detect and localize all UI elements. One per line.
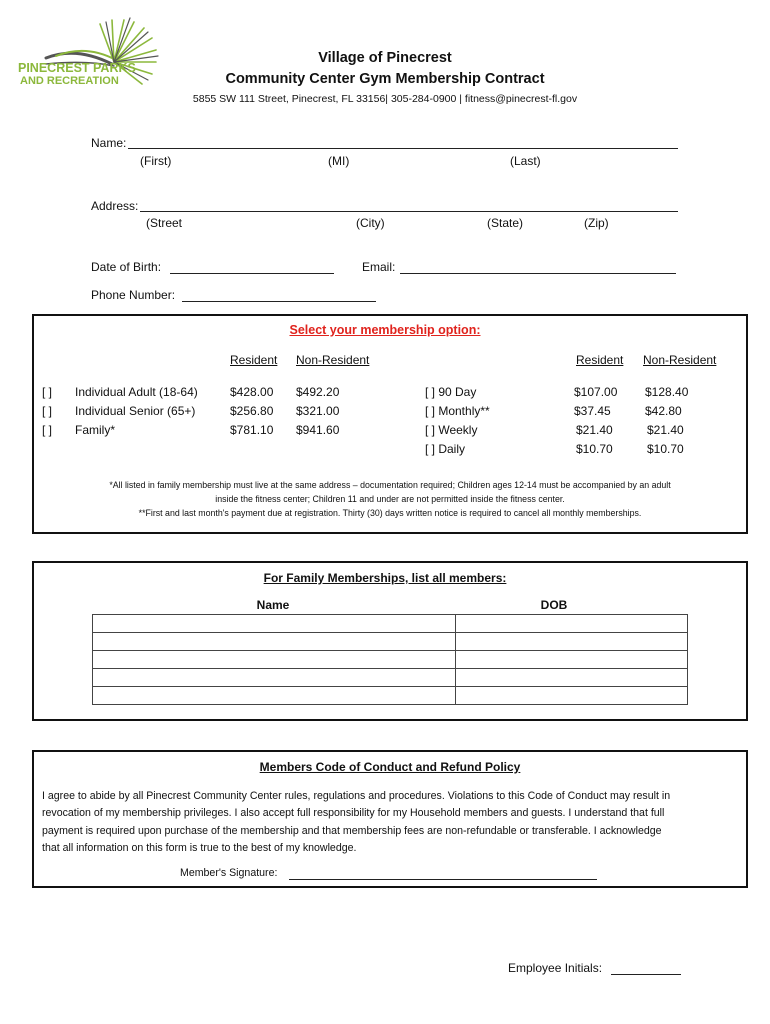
family-heading: For Family Memberships, list all members:: [263, 571, 507, 585]
table-row: [93, 687, 688, 705]
right-col-nonresident: Non-Resident: [643, 353, 717, 367]
address-label: Address:: [91, 199, 139, 213]
address-state-caption: (State): [487, 216, 524, 230]
right-col-resident: Resident: [576, 353, 624, 367]
email-label: Email:: [362, 260, 396, 274]
member-dob-cell[interactable]: [456, 669, 688, 687]
option-monthly-nonresident: $42.80: [645, 404, 682, 418]
option-senior-nonresident: $321.00: [296, 404, 340, 418]
member-name-cell[interactable]: [93, 651, 456, 669]
option-monthly-label[interactable]: [ ] Monthly**: [425, 404, 490, 418]
left-col-resident: Resident: [230, 353, 278, 367]
page-subtitle: Community Center Gym Membership Contract: [225, 71, 545, 87]
option-weekly-nonresident: $21.40: [647, 423, 684, 437]
checkbox-family[interactable]: [ ]: [42, 423, 53, 437]
conduct-policy-text: [42, 788, 732, 857]
member-dob-cell[interactable]: [456, 633, 688, 651]
checkbox-adult[interactable]: [ ]: [42, 385, 53, 399]
name-input-line[interactable]: [128, 148, 678, 149]
signature-label: Member's Signature:: [180, 867, 278, 879]
dob-label: Date of Birth:: [91, 260, 162, 274]
address-city-caption: (City): [356, 216, 385, 230]
page-title: Village of Pinecrest: [318, 50, 452, 66]
name-last-caption: (Last): [510, 154, 541, 168]
member-dob-cell[interactable]: [456, 687, 688, 705]
dob-input-line[interactable]: [170, 273, 334, 274]
option-90day-label[interactable]: [ ] 90 Day: [425, 385, 477, 399]
phone-input-line[interactable]: [182, 301, 376, 302]
family-note-line1: *All listed in family membership must live at the same address – documentation required; Children ages 12-14 must be accompanied by an adult: [109, 480, 671, 490]
member-dob-cell[interactable]: [456, 651, 688, 669]
option-90day-nonresident: $128.40: [645, 385, 689, 399]
table-row: [93, 669, 688, 687]
option-family-nonresident: $941.60: [296, 423, 340, 437]
table-row: [93, 651, 688, 669]
table-row: [93, 615, 688, 633]
member-name-cell[interactable]: [93, 669, 456, 687]
address-street-caption: (Street: [146, 216, 183, 230]
policy-line4: that all information on this form is true to the best of my knowledge.: [42, 841, 357, 854]
option-family-resident: $781.10: [230, 423, 274, 437]
family-col-dob: DOB: [540, 598, 568, 612]
option-monthly-resident: $37.45: [574, 404, 611, 418]
conduct-heading: Members Code of Conduct and Refund Policy: [259, 760, 521, 774]
email-input-line[interactable]: [400, 273, 676, 274]
address-zip-caption: (Zip): [584, 216, 609, 230]
family-members-table: [92, 614, 688, 705]
policy-line2: revocation of my membership privileges. I also accept full responsibility for my Household members and guests. I understand that full: [42, 807, 665, 820]
left-col-nonresident: Non-Resident: [296, 353, 370, 367]
option-family-label: Family*: [75, 423, 116, 437]
member-name-cell[interactable]: [93, 633, 456, 651]
option-90day-resident: $107.00: [574, 385, 618, 399]
option-daily-label[interactable]: [ ] Daily: [425, 442, 466, 456]
option-daily-nonresident: $10.70: [647, 442, 684, 456]
policy-line1: I agree to abide by all Pinecrest Community Center rules, regulations and procedures. Violations to this Code of Conduct may result in: [42, 790, 671, 802]
name-mi-caption: (MI): [328, 154, 350, 168]
employee-initials-line[interactable]: [611, 974, 681, 975]
phone-label: Phone Number:: [91, 288, 176, 302]
option-daily-resident: $10.70: [576, 442, 613, 456]
membership-heading: Select your membership option:: [289, 323, 481, 337]
signature-input-line[interactable]: [289, 879, 597, 880]
name-first-caption: (First): [140, 154, 172, 168]
contact-info: 5855 SW 111 Street, Pinecrest, FL 33156| 305-284-0900 | fitness@pinecrest-fl.gov: [192, 93, 578, 105]
member-name-cell[interactable]: [93, 615, 456, 633]
monthly-note: **First and last month's payment due at registration. Thirty (30) days written notice is required to cancel all monthly memberships.: [138, 508, 642, 518]
option-adult-label: Individual Adult (18-64): [75, 385, 198, 399]
employee-initials-label: Employee Initials:: [508, 961, 603, 975]
checkbox-senior[interactable]: [ ]: [42, 404, 53, 418]
family-col-name: Name: [256, 598, 290, 612]
family-note-line2: inside the fitness center; Children 11 and under are not permitted inside the fitness center.: [215, 494, 565, 504]
logo-text-line1: PINECREST PARKS: [18, 61, 136, 75]
address-input-line[interactable]: [140, 211, 678, 212]
logo-text-line2: AND RECREATION: [20, 75, 119, 87]
option-senior-resident: $256.80: [230, 404, 274, 418]
name-label: Name:: [91, 136, 127, 150]
member-name-cell[interactable]: [93, 687, 456, 705]
option-adult-resident: $428.00: [230, 385, 274, 399]
option-senior-label: Individual Senior (65+): [75, 404, 196, 418]
policy-line3: payment is required upon purchase of the membership and that membership fees are non-refundable or transferable. I acknowledge: [42, 824, 662, 837]
option-adult-nonresident: $492.20: [296, 385, 340, 399]
member-dob-cell[interactable]: [456, 615, 688, 633]
option-weekly-resident: $21.40: [576, 423, 613, 437]
option-weekly-label[interactable]: [ ] Weekly: [425, 423, 478, 437]
table-row: [93, 633, 688, 651]
